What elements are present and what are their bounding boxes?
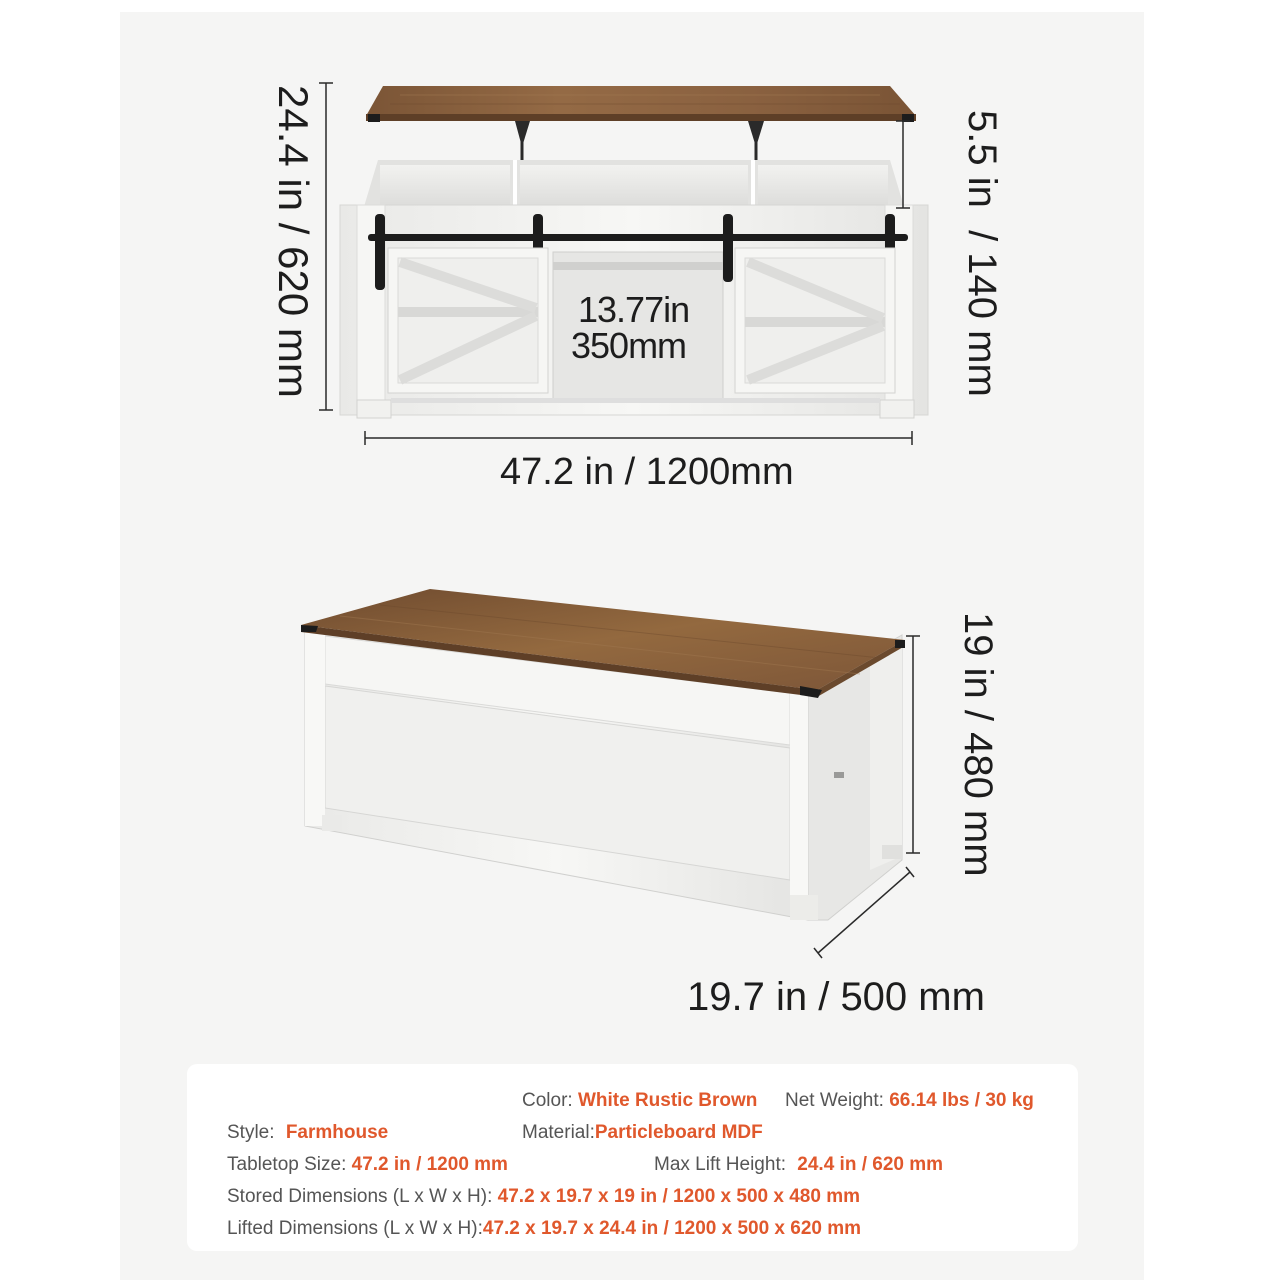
tabletop-edge [366, 114, 916, 121]
spec-max-lift-height: Max Lift Height: 24.4 in / 620 mm [654, 1154, 944, 1175]
lifted-table [340, 86, 928, 418]
lifted-tabletop [366, 86, 916, 116]
total-height-label: 24.4 in / 620 mm [270, 85, 317, 398]
lift-height-label: 5.5 in / 140 mm [960, 110, 1004, 397]
spec-lifted-dimensions: Lifted Dimensions (L x W x H):47.2 x 19.7 x 24.4 in / 1200 x 500 x 620 mm [227, 1218, 862, 1239]
depth-label: 19.7 in / 500 mm [687, 975, 985, 1019]
right-barn-door [735, 248, 895, 393]
barn-door-rail [368, 234, 908, 241]
spec-stored-dimensions: Stored Dimensions (L x W x H): 47.2 x 19.7 x 19 in / 1200 x 500 x 480 mm [227, 1186, 860, 1207]
spec-material: Material:Particleboard MDF [522, 1122, 763, 1143]
corner-bracket [368, 114, 380, 122]
left-barn-door [388, 248, 548, 393]
spec-tabletop-size: Tabletop Size: 47.2 in / 1200 mm [227, 1154, 508, 1175]
corner-bracket [301, 625, 318, 632]
spec-color: Color: White Rustic Brown [522, 1090, 758, 1111]
logo-plate [834, 772, 844, 778]
closed-table [301, 589, 905, 920]
closed-height-label: 19 in / 480 mm [956, 612, 1000, 877]
shelf-height-mm-label: 350mm [571, 325, 687, 366]
spec-net-weight: Net Weight: 66.14 lbs / 30 kg [785, 1090, 1034, 1111]
width-label: 47.2 in / 1200mm [500, 451, 794, 493]
spec-style: Style: Farmhouse [227, 1122, 389, 1143]
shelf-height-in-label: 13.77in [578, 289, 690, 330]
corner-bracket [895, 640, 905, 648]
